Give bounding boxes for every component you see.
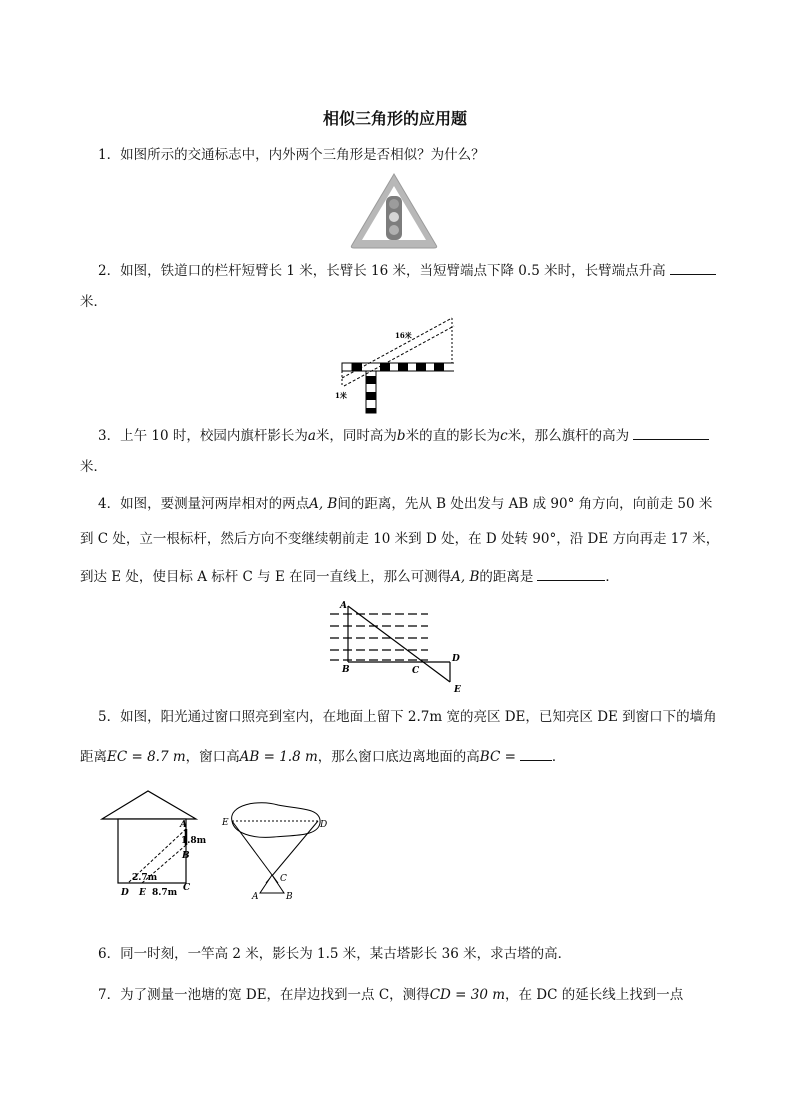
label-de-length: 2.7m bbox=[132, 873, 158, 883]
question-5-line-1: 5．如图，阳光通过窗口照亮到室内，在地面上留下 2.7m 宽的亮区 DE，已知亮区 DE 到窗口下的墙角 bbox=[98, 709, 717, 725]
label-B: B bbox=[342, 665, 350, 675]
label-B: B bbox=[182, 851, 190, 861]
label-1m: 1米 bbox=[335, 391, 347, 400]
question-2-line-2: 米． bbox=[80, 294, 107, 310]
label-16m: 16米 bbox=[395, 331, 412, 340]
pond-figure bbox=[218, 799, 334, 903]
label-B: B bbox=[286, 892, 293, 902]
answer-blank bbox=[670, 260, 716, 275]
page-title: 相似三角形的应用题 bbox=[322, 109, 467, 128]
label-E: E bbox=[139, 888, 146, 898]
label-E: E bbox=[222, 818, 229, 828]
question-4-line-2: 到 C 处，立一根标杆，然后方向不变继续朝前走 10 米到 D 处，在 D 处转 90°，沿 DE 方向再走 17 米， bbox=[80, 531, 720, 547]
light-middle bbox=[389, 212, 399, 222]
label-C: C bbox=[412, 666, 420, 676]
window-light-figure bbox=[100, 789, 207, 901]
river-measurement-figure bbox=[326, 596, 472, 696]
railway-barrier-figure bbox=[332, 316, 460, 416]
question-5-line-2: 距离EC = 8.7 m，窗口高AB = 1.8 m，那么窗口底边离地面的高BC = ． bbox=[80, 746, 720, 767]
question-6-text: 6．同一时刻，一竿高 2 米，影长为 1.5 米，某古塔影长 36 米，求古塔的高． bbox=[98, 946, 572, 962]
answer-blank bbox=[520, 746, 552, 761]
label-A: A bbox=[180, 820, 187, 830]
label-A: A bbox=[252, 892, 259, 902]
question-3-line-2: 米． bbox=[80, 459, 107, 475]
question-4-line-3: 到达 E 处，使目标 A 标杆 C 与 E 在同一直线上，那么可测得A, B的距离是 ． bbox=[80, 566, 720, 587]
label-A: A bbox=[340, 601, 347, 611]
question-2-line-1: 2．如图，铁道口的栏杆短臂长 1 米，长臂长 16 米，当短臂端点下降 0.5 米时，长臂端点升高 bbox=[98, 260, 738, 281]
question-3-line-1: 3．上午 10 时，校园内旗杆影长为a米，同时高为b米的直的影长为c米，那么旗杆的高为 bbox=[98, 425, 738, 446]
label-ec-length: 8.7m bbox=[152, 888, 178, 898]
answer-blank bbox=[537, 566, 605, 581]
label-D: D bbox=[121, 888, 129, 898]
label-E: E bbox=[454, 685, 461, 695]
answer-blank bbox=[633, 425, 709, 440]
light-top bbox=[389, 199, 399, 209]
question-7-line-1: 7．为了测量一池塘的宽 DE，在岸边找到一点 C，测得CD = 30 m，在 DC 的延长线上找到一点 bbox=[98, 987, 684, 1003]
label-D: D bbox=[452, 654, 460, 664]
traffic-sign-figure bbox=[348, 171, 440, 249]
label-C: C bbox=[183, 883, 191, 893]
label-C: C bbox=[280, 874, 287, 884]
question-1-text: 1．如图所示的交通标志中，内外两个三角形是否相似？为什么？ bbox=[98, 147, 485, 163]
label-D: D bbox=[320, 820, 328, 830]
light-bottom bbox=[389, 225, 399, 235]
label-ab-length: 1.8m bbox=[181, 836, 207, 846]
question-4-line-1: 4．如图，要测量河两岸相对的两点A, B间的距离，先从 B 处出发与 AB 成 90° 角方向，向前走 50 米 bbox=[98, 496, 713, 512]
